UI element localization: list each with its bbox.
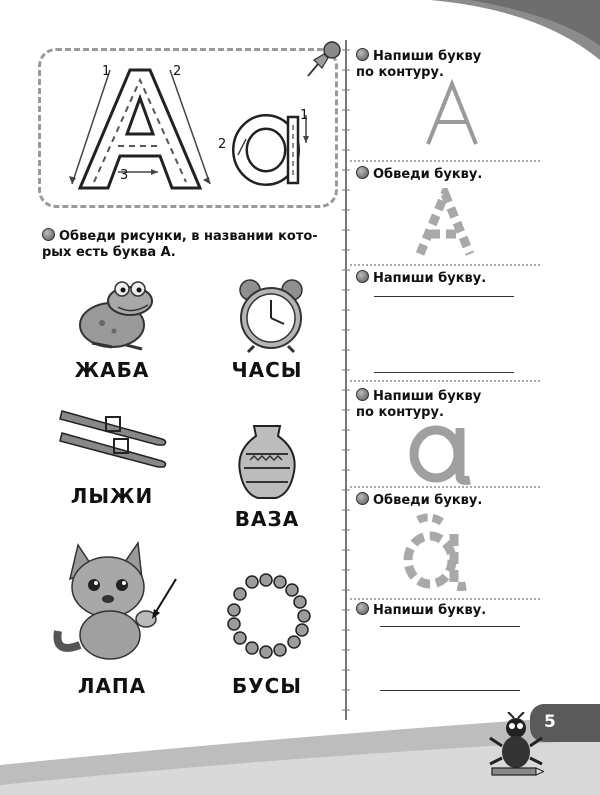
separator [350,598,540,600]
right-task-4-line2: по контуру. [356,405,444,420]
word-lyzhi: ЛЫЖИ [70,484,154,508]
bullet-icon [356,270,369,283]
word-lapa: ЛАПА [77,674,147,698]
kitten-icon[interactable] [50,535,180,665]
big-letter-a-diagram [60,60,220,195]
right-task-3-line1: Напиши букву. [373,271,487,286]
right-task-1-heading [356,48,586,81]
trace-letter-lower-dashed[interactable] [398,512,478,592]
left-task-line1: Обведи рисунки, в названии кото- [59,229,318,244]
separator [350,264,540,266]
small-stroke-number-2: 2 [218,137,227,152]
right-task-5-heading [356,492,586,509]
stroke-number-1: 1 [102,64,111,79]
right-task-3-heading [356,270,586,287]
right-task-5-line1: Обведи букву. [373,493,483,508]
right-task-1-line2: по контуру. [356,65,444,80]
word-zhaba: ЖАБА [74,358,150,382]
bullet-icon [356,492,369,505]
right-task-6-line1: Напиши букву. [373,603,487,618]
trace-letter-upper-contour[interactable] [422,78,482,148]
right-task-1-line1: Напиши букву [373,49,482,64]
push-pin-icon [306,38,344,78]
writing-line[interactable] [374,296,514,297]
page-number: 5 [544,712,556,732]
separator [350,380,540,382]
bullet-icon [356,166,369,179]
trace-letter-lower-contour[interactable] [404,416,480,486]
writing-line[interactable] [380,626,520,627]
word-chasy: ЧАСЫ [231,358,303,382]
beads-icon[interactable] [222,572,314,662]
bullet-icon [356,388,369,401]
left-task-heading [42,228,342,261]
right-task-2-heading [356,166,586,183]
separator [350,160,540,162]
frog-icon[interactable] [72,275,162,355]
separator [350,486,540,488]
right-task-2-line1: Обведи букву. [373,167,483,182]
stroke-number-2: 2 [173,64,182,79]
writing-line[interactable] [374,372,514,373]
vase-icon[interactable] [232,422,302,502]
bullet-icon [42,228,55,241]
skis-icon[interactable] [58,405,170,475]
stroke-number-3: 3 [120,168,129,183]
left-task-line2: рых есть буква А. [42,245,176,260]
word-busy: БУСЫ [231,674,303,698]
writing-line[interactable] [380,690,520,691]
word-vaza: ВАЗА [234,507,300,531]
bullet-icon [356,48,369,61]
bug-mascot-icon [484,712,544,782]
trace-letter-upper-dashed[interactable] [412,188,478,258]
right-task-6-heading [356,602,586,619]
right-task-4-line1: Напиши букву [373,389,482,404]
bullet-icon [356,602,369,615]
alarm-clock-icon[interactable] [236,274,306,354]
small-stroke-number-1: 1 [300,108,309,123]
